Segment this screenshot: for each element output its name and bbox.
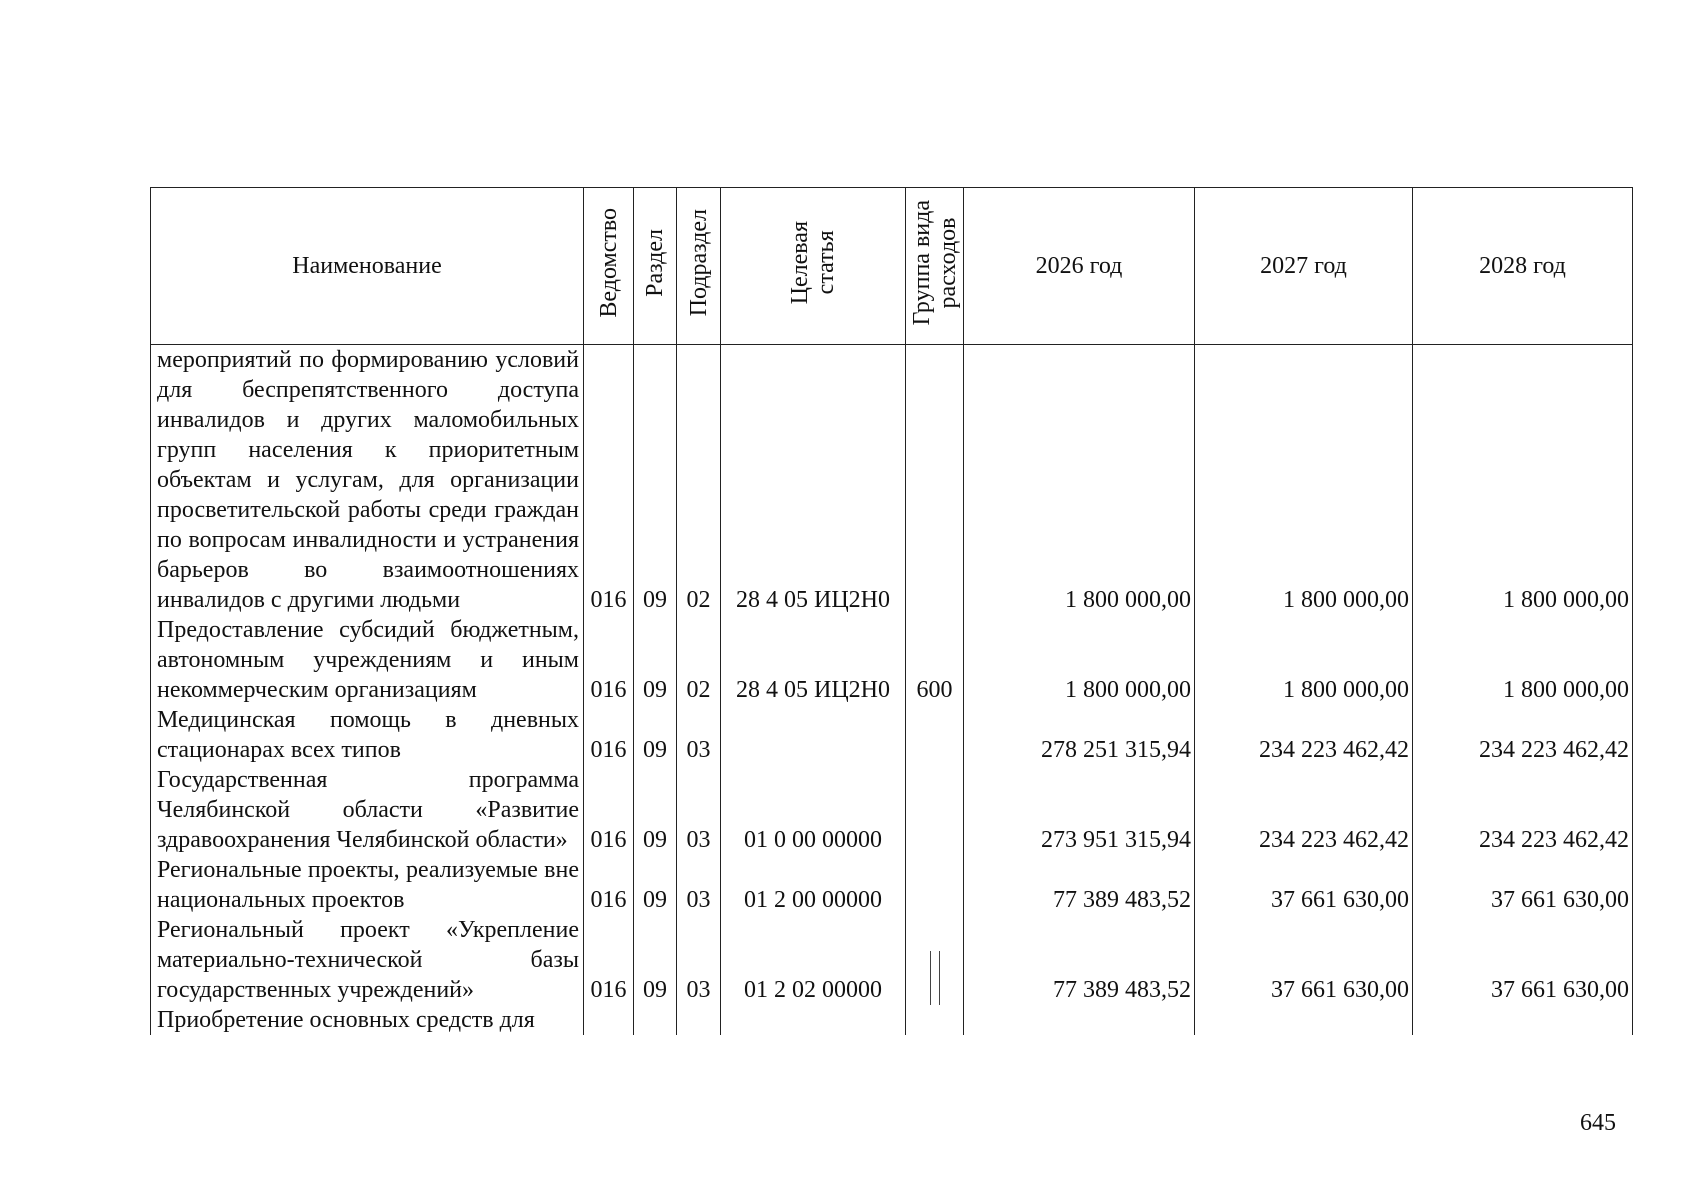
row-podrazdel: 03 — [677, 855, 721, 915]
row-podrazdel: 03 — [677, 765, 721, 855]
header-podrazdel-label: Подраздел — [685, 208, 712, 317]
row-2028: 37 661 630,00 — [1413, 915, 1633, 1005]
header-gruppa-label — [909, 200, 961, 325]
scan-mark — [930, 951, 940, 1005]
row-tselevaya: 01 2 00 00000 — [721, 855, 906, 915]
row-gruppa — [906, 765, 964, 855]
row-2028: 234 223 462,42 — [1413, 705, 1633, 765]
table-row — [151, 1005, 1633, 1035]
row-name: мероприятий по формированию условий для беспрепятственного доступа инвалидов и других маломобильных групп населения к приоритетным объектам и услугам, для организации просветительской работы среди граждан по вопросам инвалидности и устранения барьеров во взаимоотношениях инвалидов с другими людьми — [151, 345, 584, 616]
table-row — [151, 915, 1633, 1005]
row-2026: 1 800 000,00 — [964, 345, 1195, 616]
row-2026 — [964, 1005, 1195, 1035]
row-gruppa — [906, 855, 964, 915]
row-2027: 1 800 000,00 — [1195, 345, 1413, 616]
header-2027 — [1195, 188, 1413, 345]
row-name: Приобретение основных средств для — [151, 1005, 584, 1035]
row-podrazdel — [677, 1005, 721, 1035]
table-row — [151, 705, 1633, 765]
table-row — [151, 765, 1633, 855]
row-razdel: 09 — [634, 765, 677, 855]
row-podrazdel: 03 — [677, 705, 721, 765]
header-name — [151, 188, 584, 345]
budget-table — [150, 187, 1633, 1035]
row-podrazdel: 02 — [677, 615, 721, 705]
row-razdel: 09 — [634, 915, 677, 1005]
row-name: Региональный проект «Укрепление материально-технической базы государственных учреждений» — [151, 915, 584, 1005]
row-2026: 77 389 483,52 — [964, 915, 1195, 1005]
header-tselevaya-line1: Целевая — [787, 220, 813, 305]
page-number: 645 — [1580, 1110, 1616, 1136]
header-vedomstvo — [584, 188, 634, 345]
header-gruppa-line1: Группа вида — [908, 199, 935, 326]
header-razdel-label: Раздел — [642, 228, 668, 297]
row-razdel: 09 — [634, 705, 677, 765]
row-gruppa — [906, 705, 964, 765]
row-2026: 278 251 315,94 — [964, 705, 1195, 765]
row-gruppa — [906, 345, 964, 616]
row-vedomstvo: 016 — [584, 705, 634, 765]
header-name-label: Наименование — [292, 252, 442, 279]
table-row — [151, 855, 1633, 915]
header-2026 — [964, 188, 1195, 345]
row-vedomstvo: 016 — [584, 345, 634, 616]
row-vedomstvo: 016 — [584, 855, 634, 915]
header-2028 — [1413, 188, 1633, 345]
row-tselevaya: 28 4 05 ИЦ2Н0 — [721, 345, 906, 616]
table-row — [151, 615, 1633, 705]
row-tselevaya: 01 2 02 00000 — [721, 915, 906, 1005]
row-podrazdel: 02 — [677, 345, 721, 616]
row-2026: 77 389 483,52 — [964, 855, 1195, 915]
row-vedomstvo: 016 — [584, 915, 634, 1005]
header-vedomstvo-label: Ведомство — [595, 207, 622, 318]
row-2027: 37 661 630,00 — [1195, 855, 1413, 915]
row-2028: 1 800 000,00 — [1413, 345, 1633, 616]
row-2028: 234 223 462,42 — [1413, 765, 1633, 855]
row-name: Медицинская помощь в дневных стационарах всех типов — [151, 705, 584, 765]
row-tselevaya — [721, 705, 906, 765]
header-gruppa-line2: расходов — [934, 217, 961, 308]
row-podrazdel: 03 — [677, 915, 721, 1005]
row-razdel: 09 — [634, 855, 677, 915]
row-2028 — [1413, 1005, 1633, 1035]
row-gruppa: 600 — [906, 615, 964, 705]
row-2026: 1 800 000,00 — [964, 615, 1195, 705]
row-tselevaya: 01 0 00 00000 — [721, 765, 906, 855]
row-vedomstvo: 016 — [584, 615, 634, 705]
row-2027: 234 223 462,42 — [1195, 765, 1413, 855]
row-gruppa — [906, 1005, 964, 1035]
table-row — [151, 345, 1633, 616]
row-gruppa — [906, 915, 964, 1005]
row-tselevaya — [721, 1005, 906, 1035]
row-2027 — [1195, 1005, 1413, 1035]
header-2028-label: 2028 год — [1479, 252, 1566, 279]
row-2028: 1 800 000,00 — [1413, 615, 1633, 705]
row-name: Региональные проекты, реализуемые вне национальных проектов — [151, 855, 584, 915]
row-name: Государственная программа Челябинской области «Развитие здравоохранения Челябинской области» — [151, 765, 584, 855]
header-2027-label: 2027 год — [1260, 252, 1347, 279]
row-2027: 234 223 462,42 — [1195, 705, 1413, 765]
header-2026-label: 2026 год — [1035, 252, 1123, 279]
row-2028: 37 661 630,00 — [1413, 855, 1633, 915]
row-2027: 1 800 000,00 — [1195, 615, 1413, 705]
row-2026: 273 951 315,94 — [964, 765, 1195, 855]
header-gruppa — [906, 188, 964, 345]
header-razdel — [634, 188, 677, 345]
table-header-row — [151, 188, 1633, 345]
row-2027: 37 661 630,00 — [1195, 915, 1413, 1005]
header-tselevaya-line2: статья — [813, 230, 839, 295]
row-vedomstvo — [584, 1005, 634, 1035]
row-razdel: 09 — [634, 345, 677, 616]
header-tselevaya — [721, 188, 906, 345]
row-vedomstvo: 016 — [584, 765, 634, 855]
header-tselevaya-label — [787, 221, 839, 304]
row-tselevaya: 28 4 05 ИЦ2Н0 — [721, 615, 906, 705]
row-razdel: 09 — [634, 615, 677, 705]
header-podrazdel — [677, 188, 721, 345]
row-razdel — [634, 1005, 677, 1035]
row-name: Предоставление субсидий бюджетным, автономным учреждениям и иным некоммерческим организациям — [151, 615, 584, 705]
